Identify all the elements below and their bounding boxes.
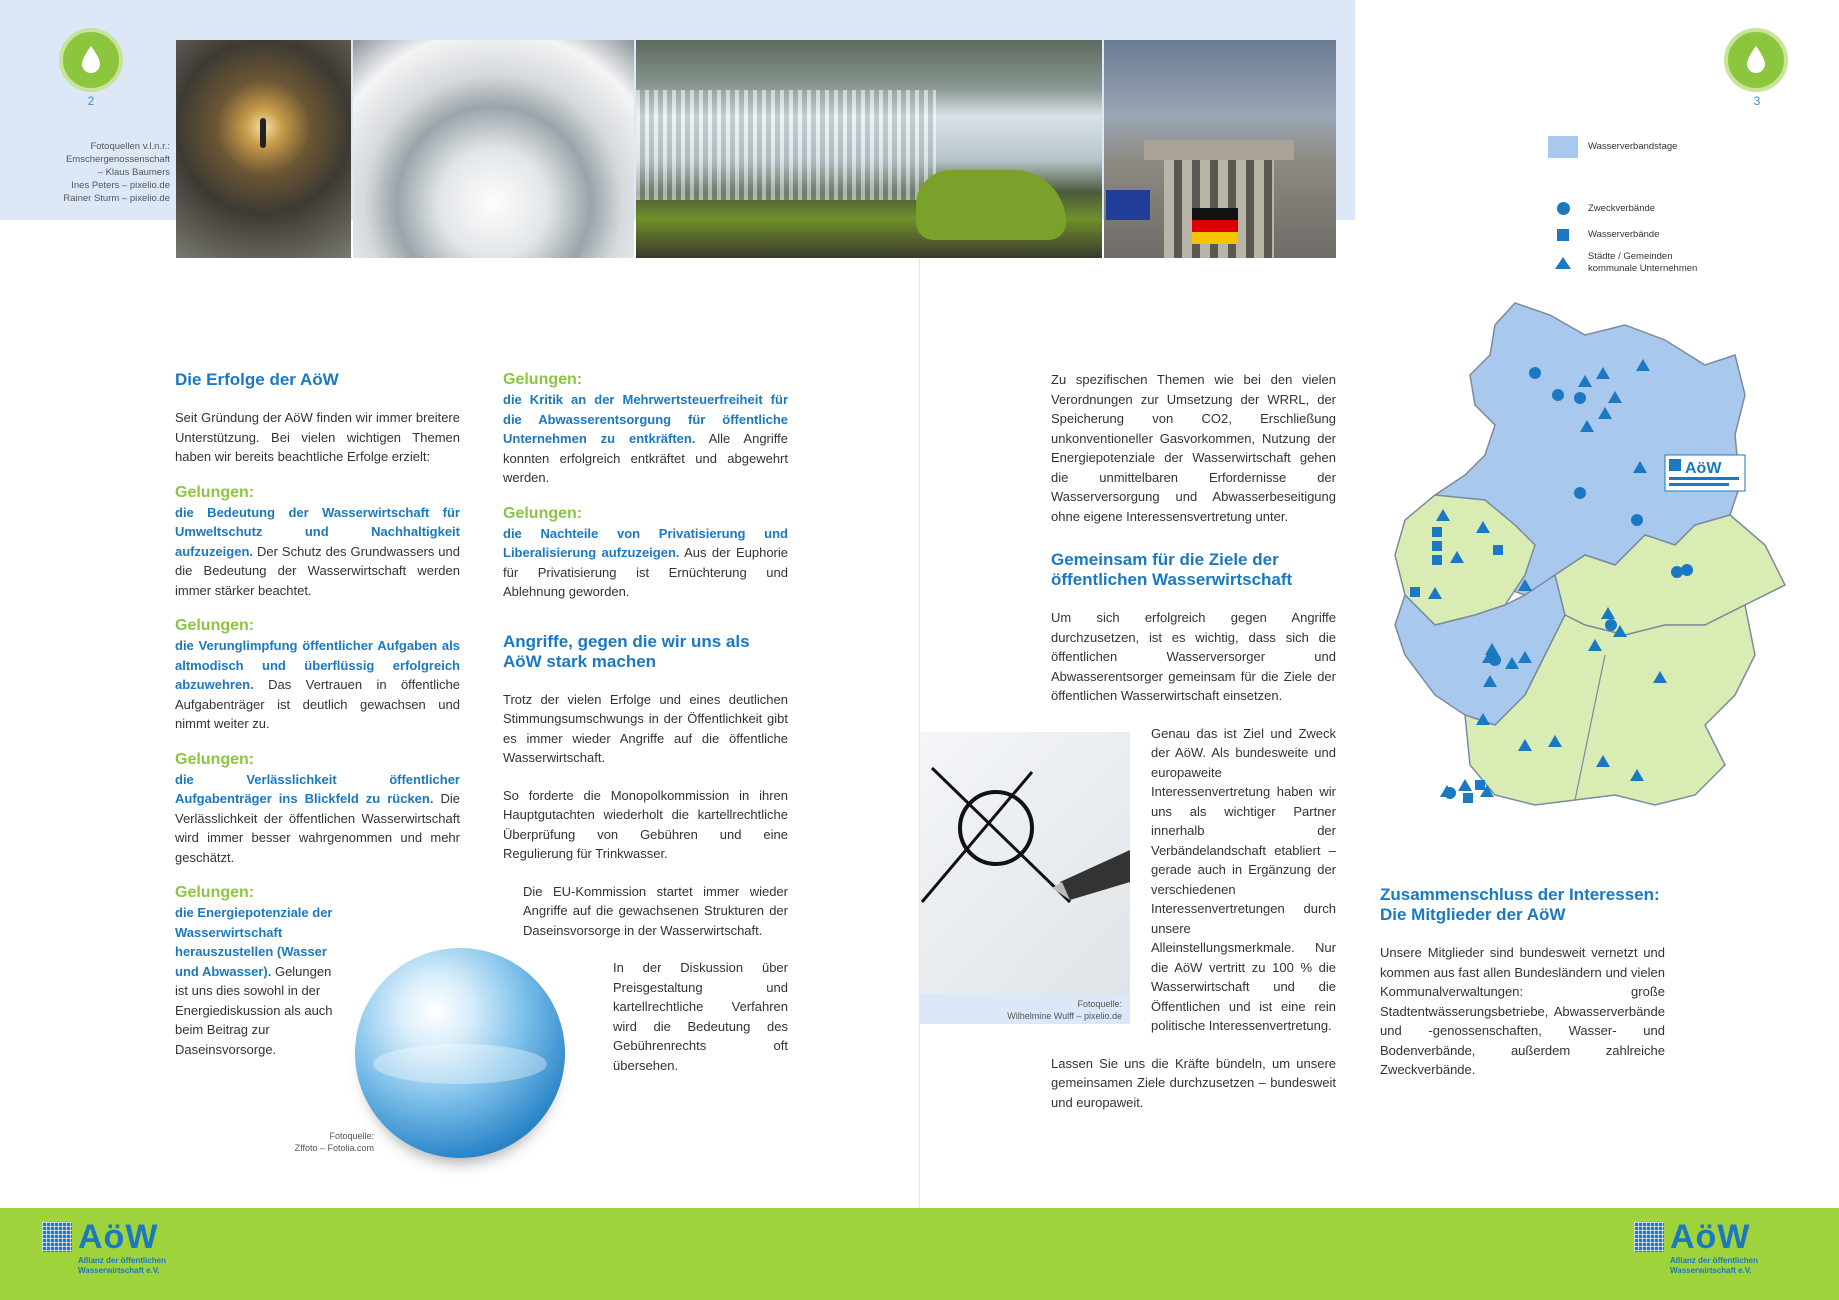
success-lead: die Bedeutung der Wasserwirtschaft für Umweltschutz und Nachhaltigkeit aufzuzeigen. <box>175 504 460 559</box>
left-column-1 <box>175 370 460 1059</box>
credit-line: Wilhelmine Wulff – pixelio.de <box>1007 1011 1122 1021</box>
paragraph: In der Diskussion über Preisgestaltung und kartellrechtliche Verfahren wird die Bedeutung des Gebührenrechts oft übersehen. <box>613 960 788 1073</box>
success-label: Gelungen: <box>503 504 583 522</box>
logo-word: AöW <box>1670 1218 1751 1256</box>
water-drop-icon <box>59 28 123 92</box>
credit-line: Fotoquellen v.l.n.r.: <box>90 141 170 152</box>
legend-label: Wasserverbandstage <box>1588 141 1678 152</box>
logo-grid-icon <box>1634 1222 1664 1252</box>
success-text: Das Vertrauen in öffentliche Aufgabenträger ist deutlich gewachsen und nimmt weiter zu. <box>175 677 460 731</box>
success-item <box>175 616 460 734</box>
globe-photo-credit <box>250 1130 374 1154</box>
success-lead: die Verlässlichkeit öffentlicher Aufgabenträger ins Blickfeld zu rücken. <box>175 771 460 806</box>
success-lead: die Kritik an der Mehrwertsteuerfreiheit für die Abwasserentsorgung für öffentliche Unternehmen zu entkräften. <box>503 392 788 446</box>
success-item <box>175 750 460 868</box>
paragraph: Lassen Sie uns die Kräfte bündeln, um unsere gemeinsamen Ziele durchzusetzen – bundesweit und europaweit. <box>1051 1055 1336 1110</box>
legend-item <box>1548 251 1798 275</box>
legend-swatch-light-blue <box>1548 136 1578 158</box>
water-glass-photo <box>353 40 634 258</box>
left-column-2 <box>503 370 788 1075</box>
waterfall-photo <box>636 40 1102 258</box>
legend-item <box>1548 136 1798 158</box>
credit-line: Fotoquelle: <box>329 1131 374 1141</box>
germany-membership-map <box>1375 295 1795 835</box>
sewer-tunnel-photo <box>176 40 351 258</box>
paragraph: Unsere Mitglieder sind bundesweit vernetzt und kommen aus fast allen Bundesländern und vielen Kommunalverwaltungen: große Stadtentwässerungsbetriebe, Abwasserverbände und -genossenschaften, Wasser- und Bodenverbände, außerdem zahlreiche Zweckverbände. <box>1380 945 1665 1077</box>
credit-line: Emschergenossenschaft <box>65 154 170 165</box>
paragraph: Genau das ist Ziel und Zweck der AöW. Als bundesweite und europaweite Interessenvertretung haben wir uns als wichtiger Partner innerhalb der Verbändelandschaft etabliert – gerade auch in Ergänzung der verschiedenen Interessenvertretungen durch unsere Alleinstellungsmerkmale. Nur die AöW vertritt zu 100 % die Wasserwirtschaft und die Öffentlichen und ist eine rein politische Interessenvertretung. <box>1151 725 1336 1033</box>
logo-subtitle: Wasserwirtschaft e.V. <box>1670 1266 1752 1275</box>
credit-line: Rainer Sturm – pixelio.de <box>63 193 170 204</box>
water-drop-icon <box>1724 28 1788 92</box>
paragraph: Um sich erfolgreich gegen Angriffe durchzusetzen, ist es wichtig, dass sich die öffentlichen Wasserversorger und Abwasserentsorger gemeinsam für die Ziele der öffentlichen Wasserwirtschaft einsetzen. <box>1051 610 1336 703</box>
ballot-photo-credit <box>940 998 1122 1022</box>
success-label: Gelungen: <box>503 371 583 388</box>
aow-logo-left <box>42 1218 166 1276</box>
aow-logo-right <box>1634 1218 1758 1276</box>
success-item <box>175 883 335 1059</box>
reichstag-photo <box>1104 40 1336 258</box>
intro-paragraph: Seit Gründung der AöW finden wir immer breitere Unterstützung. Bei vielen wichtigen Themen haben wir bereits beachtliche Erfolge erzielt: <box>175 410 460 464</box>
success-text: Die Verlässlichkeit der öffentlichen Wasserwirtschaft wird immer besser wahrgenommen und mehr geschätzt. <box>175 791 460 865</box>
section-heading: Angriffe, gegen die wir uns als AöW stark machen <box>503 631 750 671</box>
credit-line: Ines Peters – pixelio.de <box>71 180 170 191</box>
footer-band <box>0 1208 1839 1300</box>
legend-item <box>1548 202 1798 215</box>
legend-item <box>1548 229 1798 241</box>
square-marker-icon <box>1557 229 1569 241</box>
paragraph: Trotz der vielen Erfolge und eines deutlichen Stimmungsumschwungs in der Öffentlichkeit gibt es immer wieder Angriffe auf die öffentliche Wasserwirtschaft. <box>503 691 788 765</box>
success-lead: die Verunglimpfung öffentlicher Aufgaben als altmodisch und überflüssig erfolgreich abzuwehren. <box>175 638 460 692</box>
photo-credits <box>30 140 170 205</box>
paragraph: So forderte die Monopolkommission in ihren Hauptgutachten wiederholt die kartellrechtliche Überprüfung von Gebühren und eine Regulierung für Trinkwasser. <box>503 787 788 861</box>
page-number-right: 3 <box>1753 94 1761 108</box>
credit-line: – Klaus Baumers <box>97 167 170 178</box>
paragraph: Die EU-Kommission startet immer wieder Angriffe auf die gewachsenen Strukturen der Daseinsvorsorge in der Wasserwirtschaft. <box>523 883 788 938</box>
legend-label: Zweckverbände <box>1588 202 1656 214</box>
section-heading: Die Erfolge der AöW <box>175 370 339 389</box>
success-text: Gelungen ist uns dies sowohl in der Energiediskussion als auch beim Beitrag zur Daseinsvorsorge. <box>175 963 333 1057</box>
success-text: Alle Angriffe konnten erfolgreich entkräftet und abgewehrt werden. <box>503 431 788 485</box>
success-item <box>503 504 788 602</box>
legend-label: kommunale Unternehmen <box>1588 263 1698 274</box>
map-legend <box>1548 136 1798 275</box>
section-heading: Gemeinsam für die Ziele der öffentlichen Wasserwirtschaft <box>1051 550 1293 589</box>
success-label: Gelungen: <box>175 483 255 501</box>
logo-word: AöW <box>78 1218 159 1256</box>
triangle-marker-icon <box>1555 257 1571 269</box>
circle-marker-icon <box>1557 202 1570 215</box>
logo-subtitle: Allianz der öffentlichen <box>78 1256 167 1265</box>
right-column-2 <box>1380 885 1665 1080</box>
paragraph: Zu spezifischen Themen wie bei den vielen Verordnungen zur Umsetzung der WRRL, der Speicherung von CO2, Erschließung unkonventioneller Gasvorkommen, Nutzung der Energiepotenziale der Wasserwirtschaft gehen die unmittelbaren Erfordernisse der Wasserversorgung und Abwasserbeseitigung ohne eigene Interessensvertretung unter. <box>1051 372 1336 524</box>
success-label: Gelungen: <box>175 617 255 634</box>
success-text: Der Schutz des Grundwassers und die Bedeutung der Wasserwirtschaft werden immer stärker beachtet. <box>175 543 460 598</box>
page-number-left: 2 <box>87 94 95 108</box>
section-heading: Zusammenschluss der Interessen: Die Mitglieder der AöW <box>1380 885 1660 924</box>
logo-grid-icon <box>42 1222 72 1252</box>
svg-text:AöW: AöW <box>1685 460 1722 477</box>
success-label: Gelungen: <box>175 884 255 901</box>
success-lead: die Nachteile von Privatisierung und Liberalisierung aufzuzeigen. <box>503 525 788 560</box>
legend-label: Städte / Gemeinden <box>1588 251 1673 262</box>
success-lead: die Energiepotenziale der Wasserwirtschaft herauszustellen (Wasser und Abwasser). <box>175 905 333 979</box>
credit-line: Zffoto – Fotolia.com <box>294 1143 374 1153</box>
ballot-cross-image <box>920 732 1130 994</box>
credit-line: Fotoquelle: <box>1077 999 1122 1009</box>
logo-subtitle: Wasserwirtschaft e.V. <box>78 1266 160 1275</box>
logo-subtitle: Allianz der öffentlichen <box>1670 1256 1759 1265</box>
success-item <box>503 370 788 488</box>
success-text: Aus der Euphorie für Privatisierung ist Ernüchterung und Ablehnung geworden. <box>503 545 788 599</box>
success-item <box>175 483 460 601</box>
legend-label: Wasserverbände <box>1588 229 1660 240</box>
success-label: Gelungen: <box>175 750 255 768</box>
